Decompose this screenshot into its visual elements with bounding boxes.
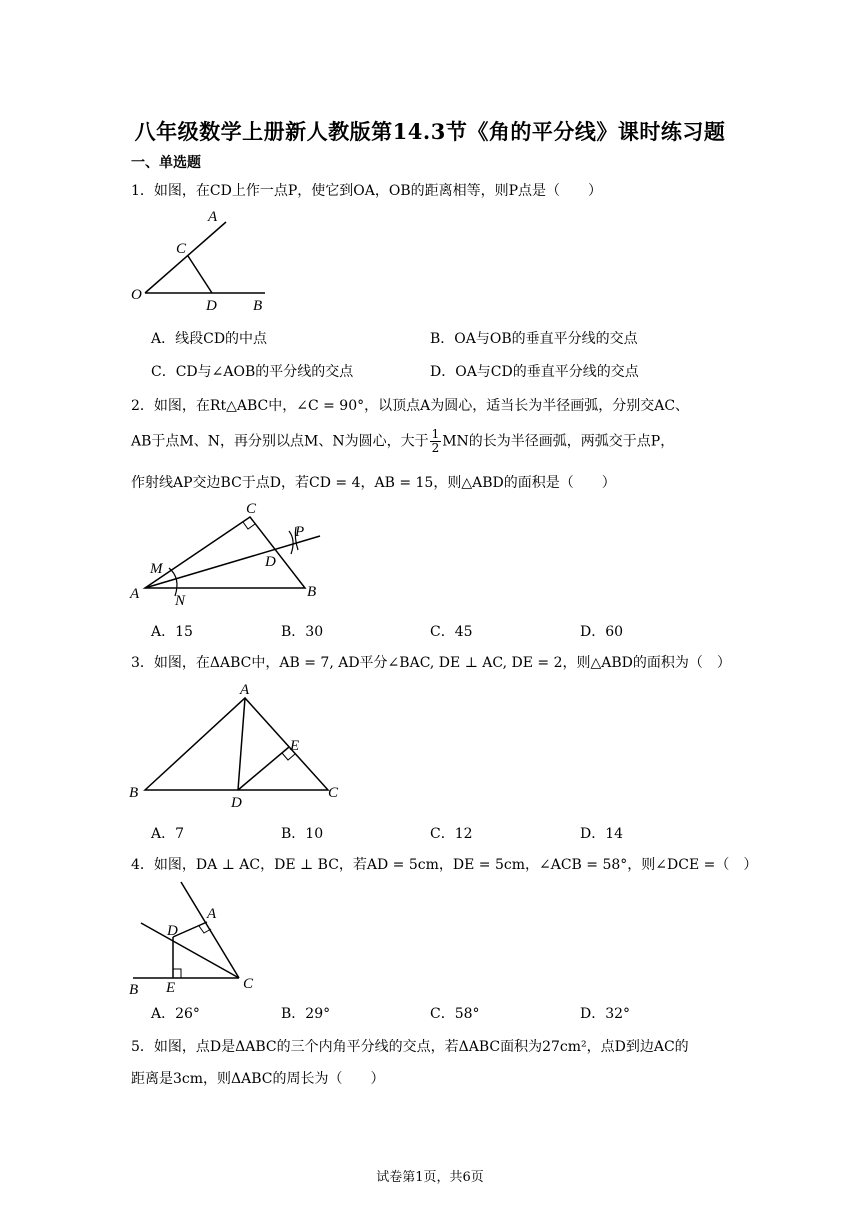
q4-label-a: A: [207, 906, 217, 922]
q3-label-a: A: [240, 682, 250, 698]
q3-label-b: B: [129, 785, 139, 801]
q1-option-a[interactable]: A．线段CD的中点: [151, 331, 268, 347]
q4-option-c[interactable]: C．58°: [430, 1006, 480, 1022]
q2-label-c: C: [246, 501, 257, 517]
q2-frac-den: 2: [431, 441, 440, 455]
q2-label-b: B: [307, 584, 317, 600]
question-1-text: 1．如图，在CD上作一点P，使它到OA，OB的距离相等，则P点是（ ）: [131, 183, 603, 199]
question-2-line-1: 2．如图，在Rt△ABC中，∠C = 90°，以顶点A为圆心，适当长为半径画弧，分别交AC、: [131, 398, 690, 414]
q1-label-b: B: [253, 298, 263, 313]
q2-label-d: D: [265, 554, 276, 570]
q3-option-c[interactable]: C．12: [430, 826, 473, 842]
q2-option-a[interactable]: A．15: [151, 624, 193, 640]
q1-option-c[interactable]: C．CD与∠AOB的平分线的交点: [151, 364, 354, 380]
q3-option-d[interactable]: D．14: [580, 826, 624, 842]
q4-label-d: D: [167, 923, 178, 939]
question-2-line-3: 作射线AP交边BC于点D，若CD = 4，AB = 15，则△ABD的面积是（ ）: [131, 475, 616, 491]
q3-option-b[interactable]: B．10: [281, 826, 324, 842]
q4-option-a[interactable]: A．26°: [151, 1006, 200, 1022]
q4-label-b: B: [129, 982, 139, 998]
question-5-line-2: 距离是3cm，则ΔABC的周长为（ ）: [131, 1071, 385, 1087]
question-2-line-2: [131, 428, 674, 455]
q3-label-d: D: [231, 795, 242, 810]
question-3-text: 3．如图，在ΔABC中，AB = 7, AD平分∠BAC, DE ⊥ AC, DE = 2，则△ABD的面积为（ ）: [131, 655, 731, 671]
q4-option-d[interactable]: D．32°: [580, 1006, 631, 1022]
question-5-line-1: 5．如图，点D是ΔABC的三个内角平分线的交点，若ΔABC面积为27cm²，点D到边AC的: [131, 1039, 689, 1055]
q1-label-c: C: [176, 241, 187, 257]
q1-option-d[interactable]: D．OA与CD的垂直平分线的交点: [430, 364, 639, 380]
question-4-text: 4．如图，DA ⊥ AC，DE ⊥ BC，若AD = 5cm，DE = 5cm，∠ACB = 58°，则∠DCE =（ ）: [131, 857, 758, 873]
q2-option-b[interactable]: B．30: [281, 624, 324, 640]
q4-label-e: E: [166, 980, 176, 996]
q2-fraction: [430, 428, 442, 455]
q3-label-c: C: [328, 785, 339, 801]
page-title: 八年级数学上册新人教版第14.3节《角的平分线》课时练习题: [134, 119, 726, 144]
q1-option-b[interactable]: B．OA与OB的垂直平分线的交点: [430, 331, 638, 347]
page-footer: 试卷第1页，共6页: [376, 1170, 484, 1185]
q2-option-c[interactable]: C．45: [430, 624, 473, 640]
q2-label-n: N: [175, 593, 186, 608]
q1-label-o: O: [131, 287, 142, 303]
q2-frac-num: 1: [431, 427, 440, 441]
q4-label-c: C: [243, 976, 254, 992]
q3-label-e: E: [290, 738, 300, 754]
question-2-figure: [125, 498, 335, 608]
q2-option-d[interactable]: D．60: [580, 624, 624, 640]
q2-label-m: M: [150, 561, 163, 577]
q2-label-a: A: [130, 586, 140, 602]
q1-label-d: D: [206, 298, 217, 313]
q4-option-b[interactable]: B．29°: [281, 1006, 331, 1022]
question-4-figure: [125, 880, 270, 1000]
question-1-figure: [125, 205, 275, 313]
q2-label-p: P: [295, 524, 305, 540]
question-3-figure: [125, 680, 350, 810]
q3-option-a[interactable]: A．7: [151, 826, 185, 842]
section-heading: 一、单选题: [131, 155, 201, 171]
q2-line-2-start: AB于点M、N，再分别以点M、N为圆心，大于: [131, 433, 429, 450]
q2-line-2-end: MN的长为半径画弧，两弧交于点P，: [442, 433, 675, 450]
q1-label-a: A: [208, 209, 218, 225]
